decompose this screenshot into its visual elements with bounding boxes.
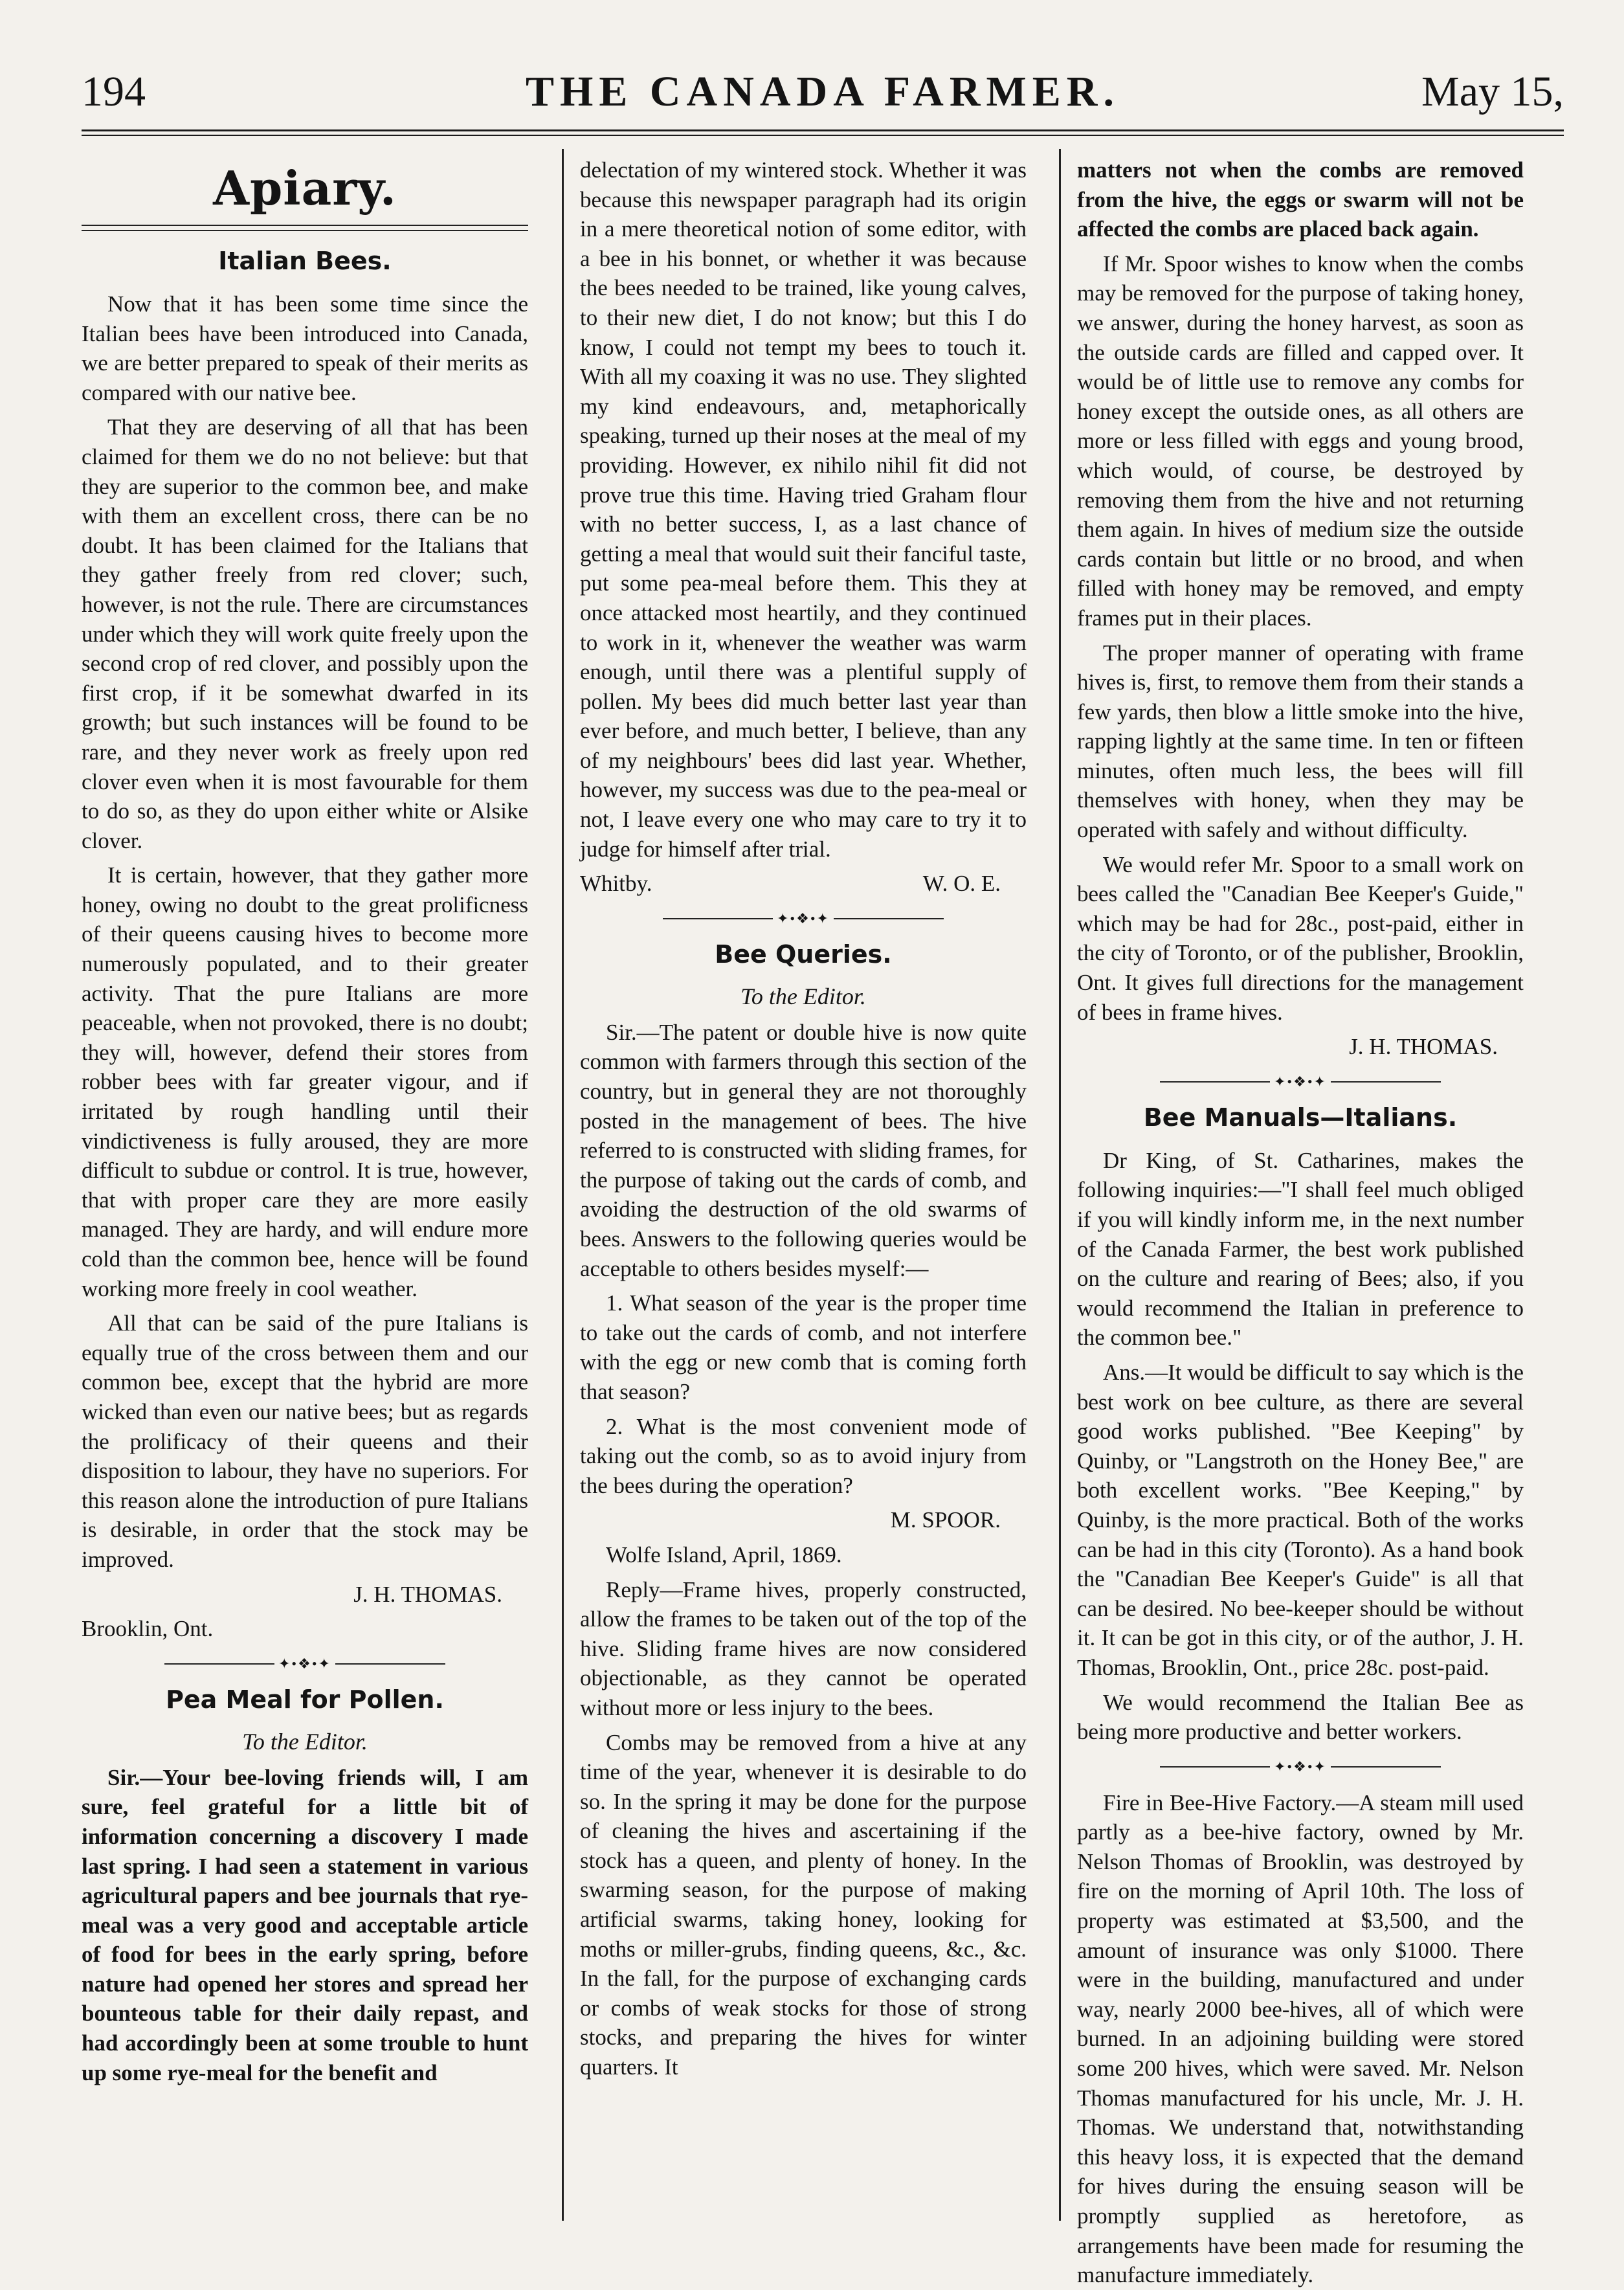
article-title: Bee Queries. [715,939,892,969]
signature-line [580,869,1027,899]
department-rule [82,225,528,226]
ornament-divider: ✦•❖•✦ [1077,1073,1524,1090]
masthead-rule [82,129,1564,131]
article-paragraph: It is certain, however, that they gather more honey, owing no doubt to the great prolificness of their queens causing hives to become more numerously populated, and to their greater activity. That the pure Italians are more peaceable, when not provoked, there is no doubt; they will, however, defend their stores from robber bees with far greater vigour, and if irritated by rough handling until their vindictiveness is fully aroused, they are more difficult to subdue or control. It is true, however, that with proper care they are more easily managed. They are hardy, and will endure more cold than the common bee, hence will be found working more freely in cool weather. [82,862,528,1301]
column-divider [1059,149,1061,2221]
article-paragraph: Now that it has been some time since the Italian bees have been introduced into Canada, we are better prepared to speak of their merits as compared with our native bee. [82,291,528,405]
publication-title: THE CANADA FARMER. [526,68,1120,115]
article-paragraph: delectation of my wintered stock. Whether it was because this newspaper paragraph had its origin in a mere theoretical notion of some editor, with a bee in his bonnet, or whether it was because the bees needed to be trained, like young calves, to their new diet, I do not know; but this I do know, I could not tempt my bees to touch it. With all my coaxing it was no use. They slighted my kind endeavours, and, metaphorically speaking, turned up their noses at the meal of my providing. However, ex nihilo nihil fit did not prove true this time. Having tried Graham flour with no better success, I, as a last chance of getting a meal that would suit their fanciful taste, put some pea-meal before them. This they at once attacked most heartily, and they continued to work in it, whenever the weather was warm enough, until there was a plentiful supply of pollen. My bees did much better last year than ever before, and much better, I believe, than any of my neighbours' bees did last year. Whether, however, my success was due to the pea-meal or not, I leave every one who may care to try it to judge for himself after trial. [580,157,1027,862]
article-paragraph: 2. What is the most convenient mode of taking out the comb, so as to avoid injury from the bees during the operation? [580,1413,1027,1498]
ornament-divider: ✦•❖•✦ [580,910,1027,927]
article-title: Italian Bees. [218,247,392,275]
article-paragraph: Dr King, of St. Catharines, makes the following inquiries:—"I shall feel much obliged if you will kindly inform me, in the next number of the Canada Farmer, the best work published on the culture and rearing of Bees; also, if you would recommend the Italian in preference to the common bee." [1077,1147,1524,1351]
page-number: 194 [82,68,146,115]
reply-paragraph: Combs may be removed from a hive at any time of the year, whenever it is desirable to do so. In the spring it may be done for the purpose of cleaning the hives and ascertaining if the stock has a queen, and plenty of honey. In the swarming season, for the purpose of making artificial swarms, taking honey, looking for moths or miller-grubs, finding queens, &c., &c. In the fall, for the purpose of exchanging cards or combs of weak stocks for those of strong stocks, and preparing the hives for winter quarters. It [580,1729,1027,2080]
reply-paragraph: Reply—Frame hives, properly constructed, allow the frames to be taken out of the top of the hive. Sliding frame hives are now considered objectionable, as they cannot be operated without more or less injury to the bees. [580,1577,1027,1720]
column-divider [562,149,564,2221]
reply-paragraph: matters not when the combs are removed from the hive, the eggs or swarm will not be affected the combs are placed back again. [1077,157,1524,242]
article-paragraph: That they are deserving of all that has been claimed for them we do no not believe: but that they are superior to the common bee, and make with them an excellent cross, there can be no doubt. It has been claimed for the Italians that they gather freely from red clover; such, however, is not the rule. There are circumstances under which they will work quite freely upon the second crop of red clover, and possibly upon the first crop, if it be somewhat dwarfed in its growth; but such instances will be found to be rare, and they never work as freely upon red clover even when it is most favourable for them to do so, as they do upon either white or Alsike clover. [82,414,528,853]
department-title: Apiary. [213,161,397,216]
place: Whitby. [580,871,652,897]
signature: J. H. THOMAS. [353,1581,502,1607]
article-title: Bee Manuals—Italians. [1143,1103,1458,1132]
article-paragraph: Ans.—It would be difficult to say which is the best work on bee culture, as there are several good works published. "Bee Keeping" by Quinby, or "Langstroth on the Honey Bee," are both excellent works. "Bee Keeping," by Quinby, is the more practical. Both of the works can be had in this city (Toronto). As a hand book the "Canadian Bee Keeper's Guide" is all that can be desired. No bee-keeper should be without it. It can be got in this city, or of the author, J. H. Thomas, Brooklin, Ont., price 28c. post-paid. [1077,1359,1524,1680]
ornament-divider: ✦•❖•✦ [1077,1758,1524,1775]
masthead [82,60,1564,124]
article-paragraph: 1. What season of the year is the proper time to take out the cards of comb, and not interfere with the egg or new comb that is coming forth that season? [580,1290,1027,1404]
article-subhead: To the Editor. [242,1728,368,1755]
signature: J. H. THOMAS. [1349,1034,1498,1060]
department-rule [82,230,528,231]
reply-paragraph: We would refer Mr. Spoor to a small work on bees called the "Canadian Bee Keeper's Guide," which may be had for 28c., post-paid, either in the city of Toronto, or of the publisher, Brooklin, Ont. It gives full directions for the management of bees in frame hives. [1077,851,1524,1025]
article-paragraph: Fire in Bee-Hive Factory.—A steam mill used partly as a bee-hive factory, owned by Mr. Nelson Thomas of Brooklin, was destroyed by fire on the morning of April 10th. The loss of property was estimated at $3,500, and the amount of insurance was only $1000. There were in the building, manufactured and under way, nearly 2000 bee-hives, all of which were burned. In an adjoining building were stored some 200 hives, which were saved. Mr. Nelson Thomas manufactured for his uncle, Mr. J. H. Thomas. We understand that, notwithstanding this heavy loss, it is expected that the demand for hives during the ensuing season will be promptly supplied as heretofore, as arrangements have been made for resuming the manufacture immediately. [1077,1790,1524,2288]
reply-paragraph: If Mr. Spoor wishes to know when the combs may be removed for the purpose of taking honey, we answer, during the honey harvest, as soon as the outside cards are filled and capped over. It would be of little use to remove any combs for honey except the outside ones, as all others are more or less filled with eggs and young brood, which would, of course, be destroyed by removing them from the hive and not returning them again. In hives of medium size the outside cards contain but little or no brood, and when filled with honey may be removed, and empty frames put in their places. [1077,251,1524,631]
article-paragraph: We would recommend the Italian Bee as being more productive and better workers. [1077,1689,1524,1745]
article-subhead: To the Editor. [740,983,866,1009]
column-1 [82,155,528,2221]
article-paragraph: Sir.—The patent or double hive is now quite common with farmers through this section of the country, but in general they are not thoroughly posted in the management of bees. The hive referred to is constructed with sliding frames, for the purpose of taking out the cards of comb, and avoiding the destruction of the old swarms of bees. Answers to the following queries would be acceptable to others besides myself:— [580,1019,1027,1281]
column-3 [1077,155,1524,2288]
ornament-divider: ✦•❖•✦ [82,1656,528,1672]
masthead-rule-thin [82,135,1564,136]
signature: M. SPOOR. [890,1507,1001,1533]
dateline: Wolfe Island, April, 1869. [606,1542,842,1567]
article-paragraph: Sir.—Your bee-loving friends will, I am sure, feel grateful for a little bit of information concerning a discovery I made last spring. I had seen a statement in various agricultural papers and bee journals that rye-meal was a very good and acceptable article of food for bees in the early spring, before nature had opened her stores and spread her bounteous table for their daily repast, and had accordingly been at some trouble to hunt up some rye-meal for the benefit and [82,1764,528,2085]
dateline: Brooklin, Ont. [82,1616,214,1642]
signature: W. O. E. [922,871,1001,897]
article-paragraph: All that can be said of the pure Italians is equally true of the cross between them and our common bee, except that the hybrid are more wicked than even our native bees; but as regards the prolificacy of their queens and their disposition to labour, they have no superiors. For this reason alone the introduction of pure Italians is desirable, in order that the stock may be improved. [82,1310,528,1572]
reply-paragraph: The proper manner of operating with frame hives is, first, to remove them from their stands a few yards, then blow a little smoke into the hive, rapping lightly at the same time. In ten or fifteen minutes, often much less, the bees will fill themselves with honey, when they may be operated with safely and without difficulty. [1077,640,1524,843]
article-title: Pea Meal for Pollen. [166,1685,444,1714]
issue-date: May 15, [1421,68,1564,115]
column-2 [580,155,1027,2221]
